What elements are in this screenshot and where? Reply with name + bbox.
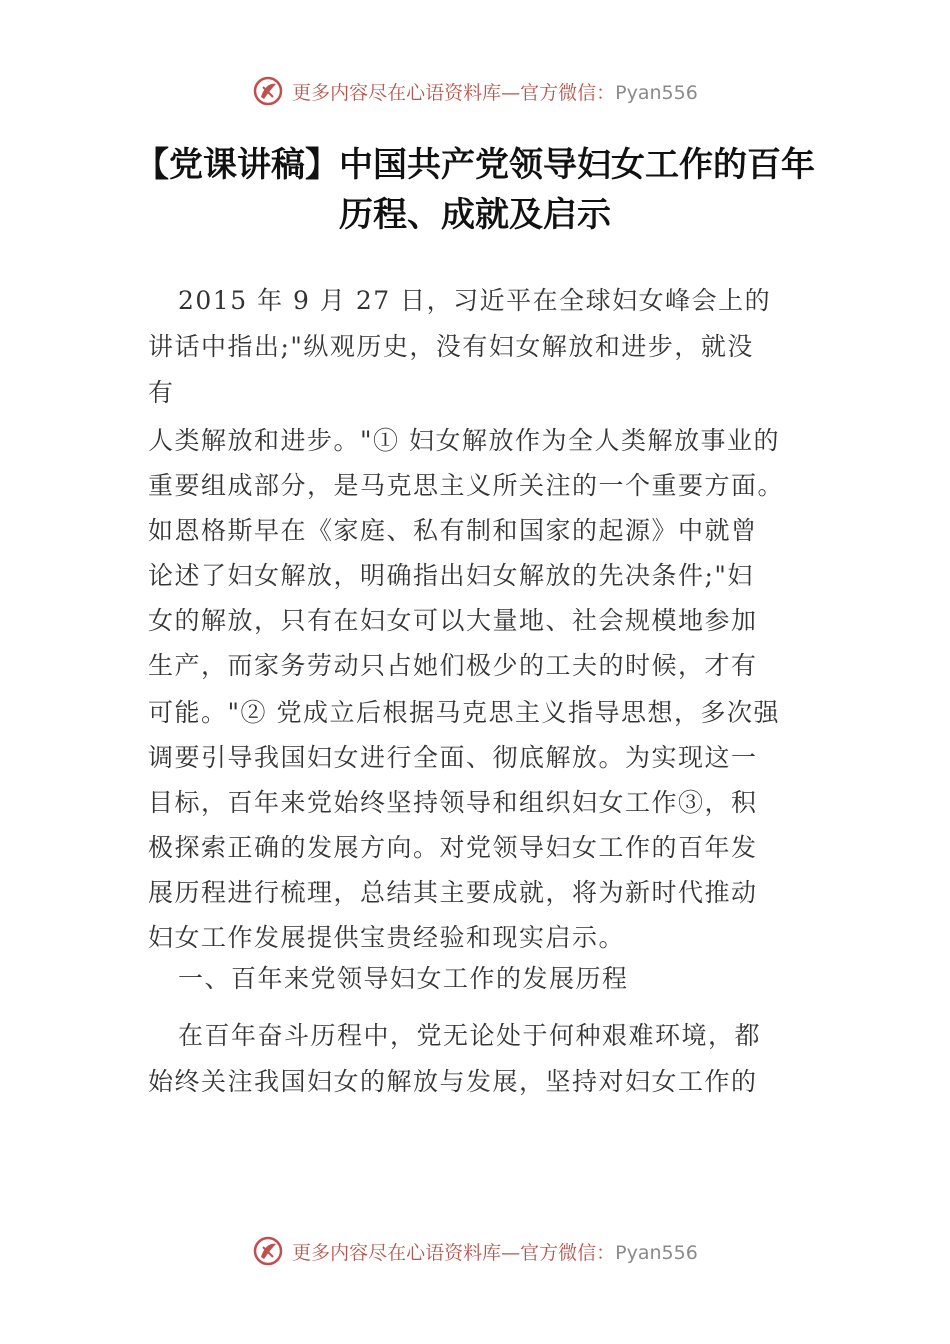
text-line: 可能。"② 党成立后根据马克思主义指导思想，多次强 [148,698,780,727]
paragraph-2 [148,418,818,688]
text-line: 重要组成部分，是马克思主义所关注的一个重要方面。 [148,471,785,500]
document-title [110,140,840,240]
title-line-2: 历程、成就及启示 [339,195,611,235]
text-line: 生产，而家务劳动只占她们极少的工夫的时候，才有 [148,651,758,680]
text-line: 论述了妇女解放，明确指出妇女解放的先决条件;"妇 [148,561,754,590]
banner-wechat-id: Pyan556 [615,81,698,104]
ribbon-logo-icon [252,1235,284,1267]
text-line: 目标，百年来党始终坚持领导和组织妇女工作③，积 [148,788,758,817]
banner-text [292,1238,698,1265]
footer-banner [0,1234,950,1268]
text-line: 如恩格斯早在《家庭、私有制和国家的起源》中就曾 [148,516,758,545]
text-line: 妇女工作发展提供宝贵经验和现实启示。 [148,923,626,952]
text-line: 讲话中指出;"纵观历史，没有妇女解放和进步，就没 [148,332,754,361]
text-line: 调要引导我国妇女进行全面、彻底解放。为实现这一 [148,743,758,772]
text-line: 2015 年 9 月 27 日，习近平在全球妇女峰会上的 [178,286,772,315]
banner-site-text: 更多内容尽在心语资料库—官方微信： [292,81,616,104]
section-heading-text: 一、百年来党领导妇女工作的发展历程 [178,964,629,993]
text-line: 始终关注我国妇女的解放与发展，坚持对妇女工作的 [148,1067,758,1096]
text-line: 人类解放和进步。"① 妇女解放作为全人类解放事业的 [148,426,780,455]
section-heading [148,956,818,1002]
text-line: 在百年奋斗历程中，党无论处于何种艰难环境，都 [178,1021,762,1050]
text-line: 女的解放，只有在妇女可以大量地、社会规模地参加 [148,606,758,635]
ribbon-logo-icon [252,75,284,107]
banner-wechat-id: Pyan556 [615,1241,698,1264]
text-line: 极探索正确的发展方向。对党领导妇女工作的百年发 [148,833,758,862]
paragraph-3 [148,690,818,960]
paragraph-1 [148,278,818,416]
title-line-1: 【党课讲稿】中国共产党领导妇女工作的百年 [135,145,815,185]
text-line: 有 [148,378,175,407]
header-banner [0,74,950,108]
text-line: 展历程进行梳理，总结其主要成就，将为新时代推动 [148,878,758,907]
paragraph-5 [148,1013,818,1105]
banner-text [292,78,698,105]
banner-site-text: 更多内容尽在心语资料库—官方微信： [292,1241,616,1264]
